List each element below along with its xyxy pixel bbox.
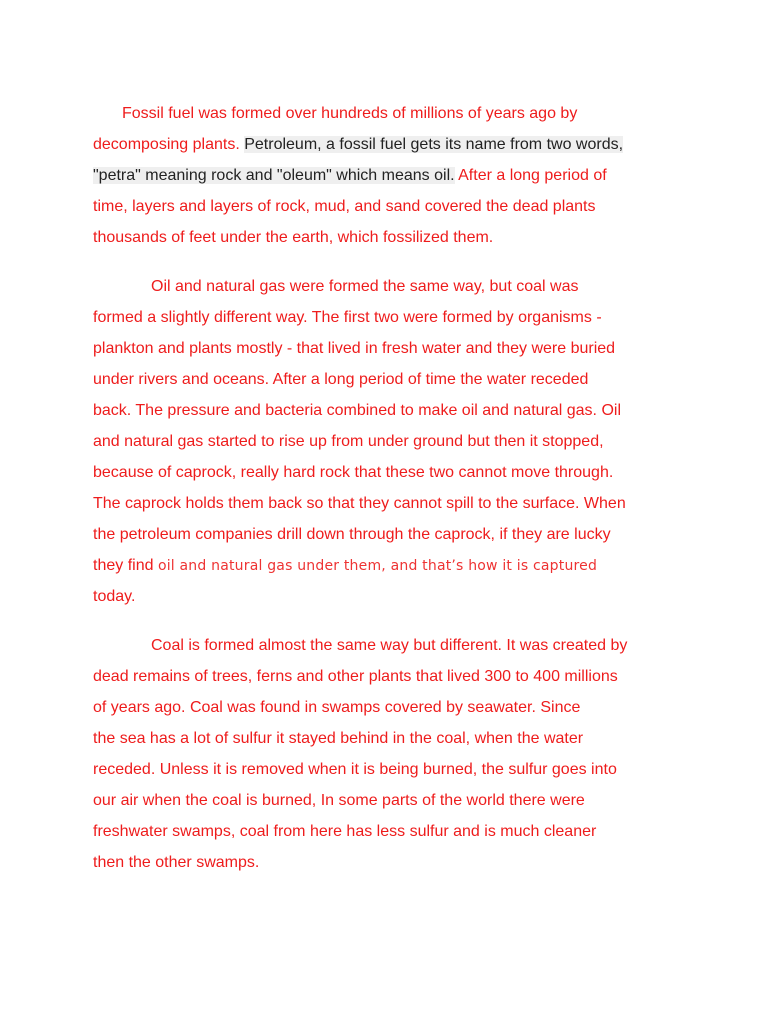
paragraph-2-line-4: under rivers and oceans. After a long period of time the water receded <box>93 371 589 388</box>
paragraph-2-line-10 <box>93 554 597 578</box>
paragraph-1-line-1: Fossil fuel was formed over hundreds of millions of years ago by <box>122 105 578 122</box>
paragraph-2-line-9: the petroleum companies drill down through the caprock, if they are lucky <box>93 526 611 543</box>
paragraph-1-line-3-red: After a long period of <box>458 167 607 184</box>
paragraph-1-line-3-quoted: "petra" meaning rock and "oleum" which means oil. <box>93 167 455 184</box>
paragraph-3-line-1: Coal is formed almost the same way but different. It was created by <box>151 637 628 654</box>
paragraph-1-line-4: time, layers and layers of rock, mud, and sand covered the dead plants <box>93 198 596 215</box>
paragraph-1-line-5: thousands of feet under the earth, which fossilized them. <box>93 229 494 246</box>
paragraph-1-line-3 <box>93 164 607 188</box>
paragraph-2-line-8: The caprock holds them back so that they cannot spill to the surface. When <box>93 495 626 512</box>
paragraph-3-line-5: receded. Unless it is removed when it is being burned, the sulfur goes into <box>93 761 617 778</box>
paragraph-2-line-3: plankton and plants mostly - that lived in fresh water and they were buried <box>93 340 616 357</box>
paragraph-2-line-11: today. <box>93 588 136 605</box>
paragraph-1-line-2-red: decomposing plants. <box>93 136 240 153</box>
paragraph-2-line-10-pasted: oil and natural gas under them, and that’s how it is captured <box>157 558 598 574</box>
paragraph-2-line-5: back. The pressure and bacteria combined to make oil and natural gas. Oil <box>93 402 621 419</box>
paragraph-2-line-6: and natural gas started to rise up from under ground but then it stopped, <box>93 433 604 450</box>
paragraph-2-line-10-start: they find <box>93 557 154 574</box>
paragraph-2-line-1: Oil and natural gas were formed the same way, but coal was <box>151 278 579 295</box>
paragraph-3-line-8: then the other swamps. <box>93 854 260 871</box>
paragraph-2-line-7: because of caprock, really hard rock that these two cannot move through. <box>93 464 614 481</box>
paragraph-3-line-7: freshwater swamps, coal from here has less sulfur and is much cleaner <box>93 823 597 840</box>
paragraph-1-line-2-quoted: Petroleum, a fossil fuel gets its name from two words, <box>244 136 624 153</box>
paragraph-3-line-4: the sea has a lot of sulfur it stayed behind in the coal, when the water <box>93 730 584 747</box>
paragraph-3-line-3: of years ago. Coal was found in swamps covered by seawater. Since <box>93 699 581 716</box>
paragraph-3-line-2: dead remains of trees, ferns and other plants that lived 300 to 400 millions <box>93 668 618 685</box>
paragraph-2-line-2: formed a slightly different way. The first two were formed by organisms - <box>93 309 602 326</box>
paragraph-3-line-6: our air when the coal is burned, In some parts of the world there were <box>93 792 585 809</box>
paragraph-1-line-2 <box>93 133 623 157</box>
